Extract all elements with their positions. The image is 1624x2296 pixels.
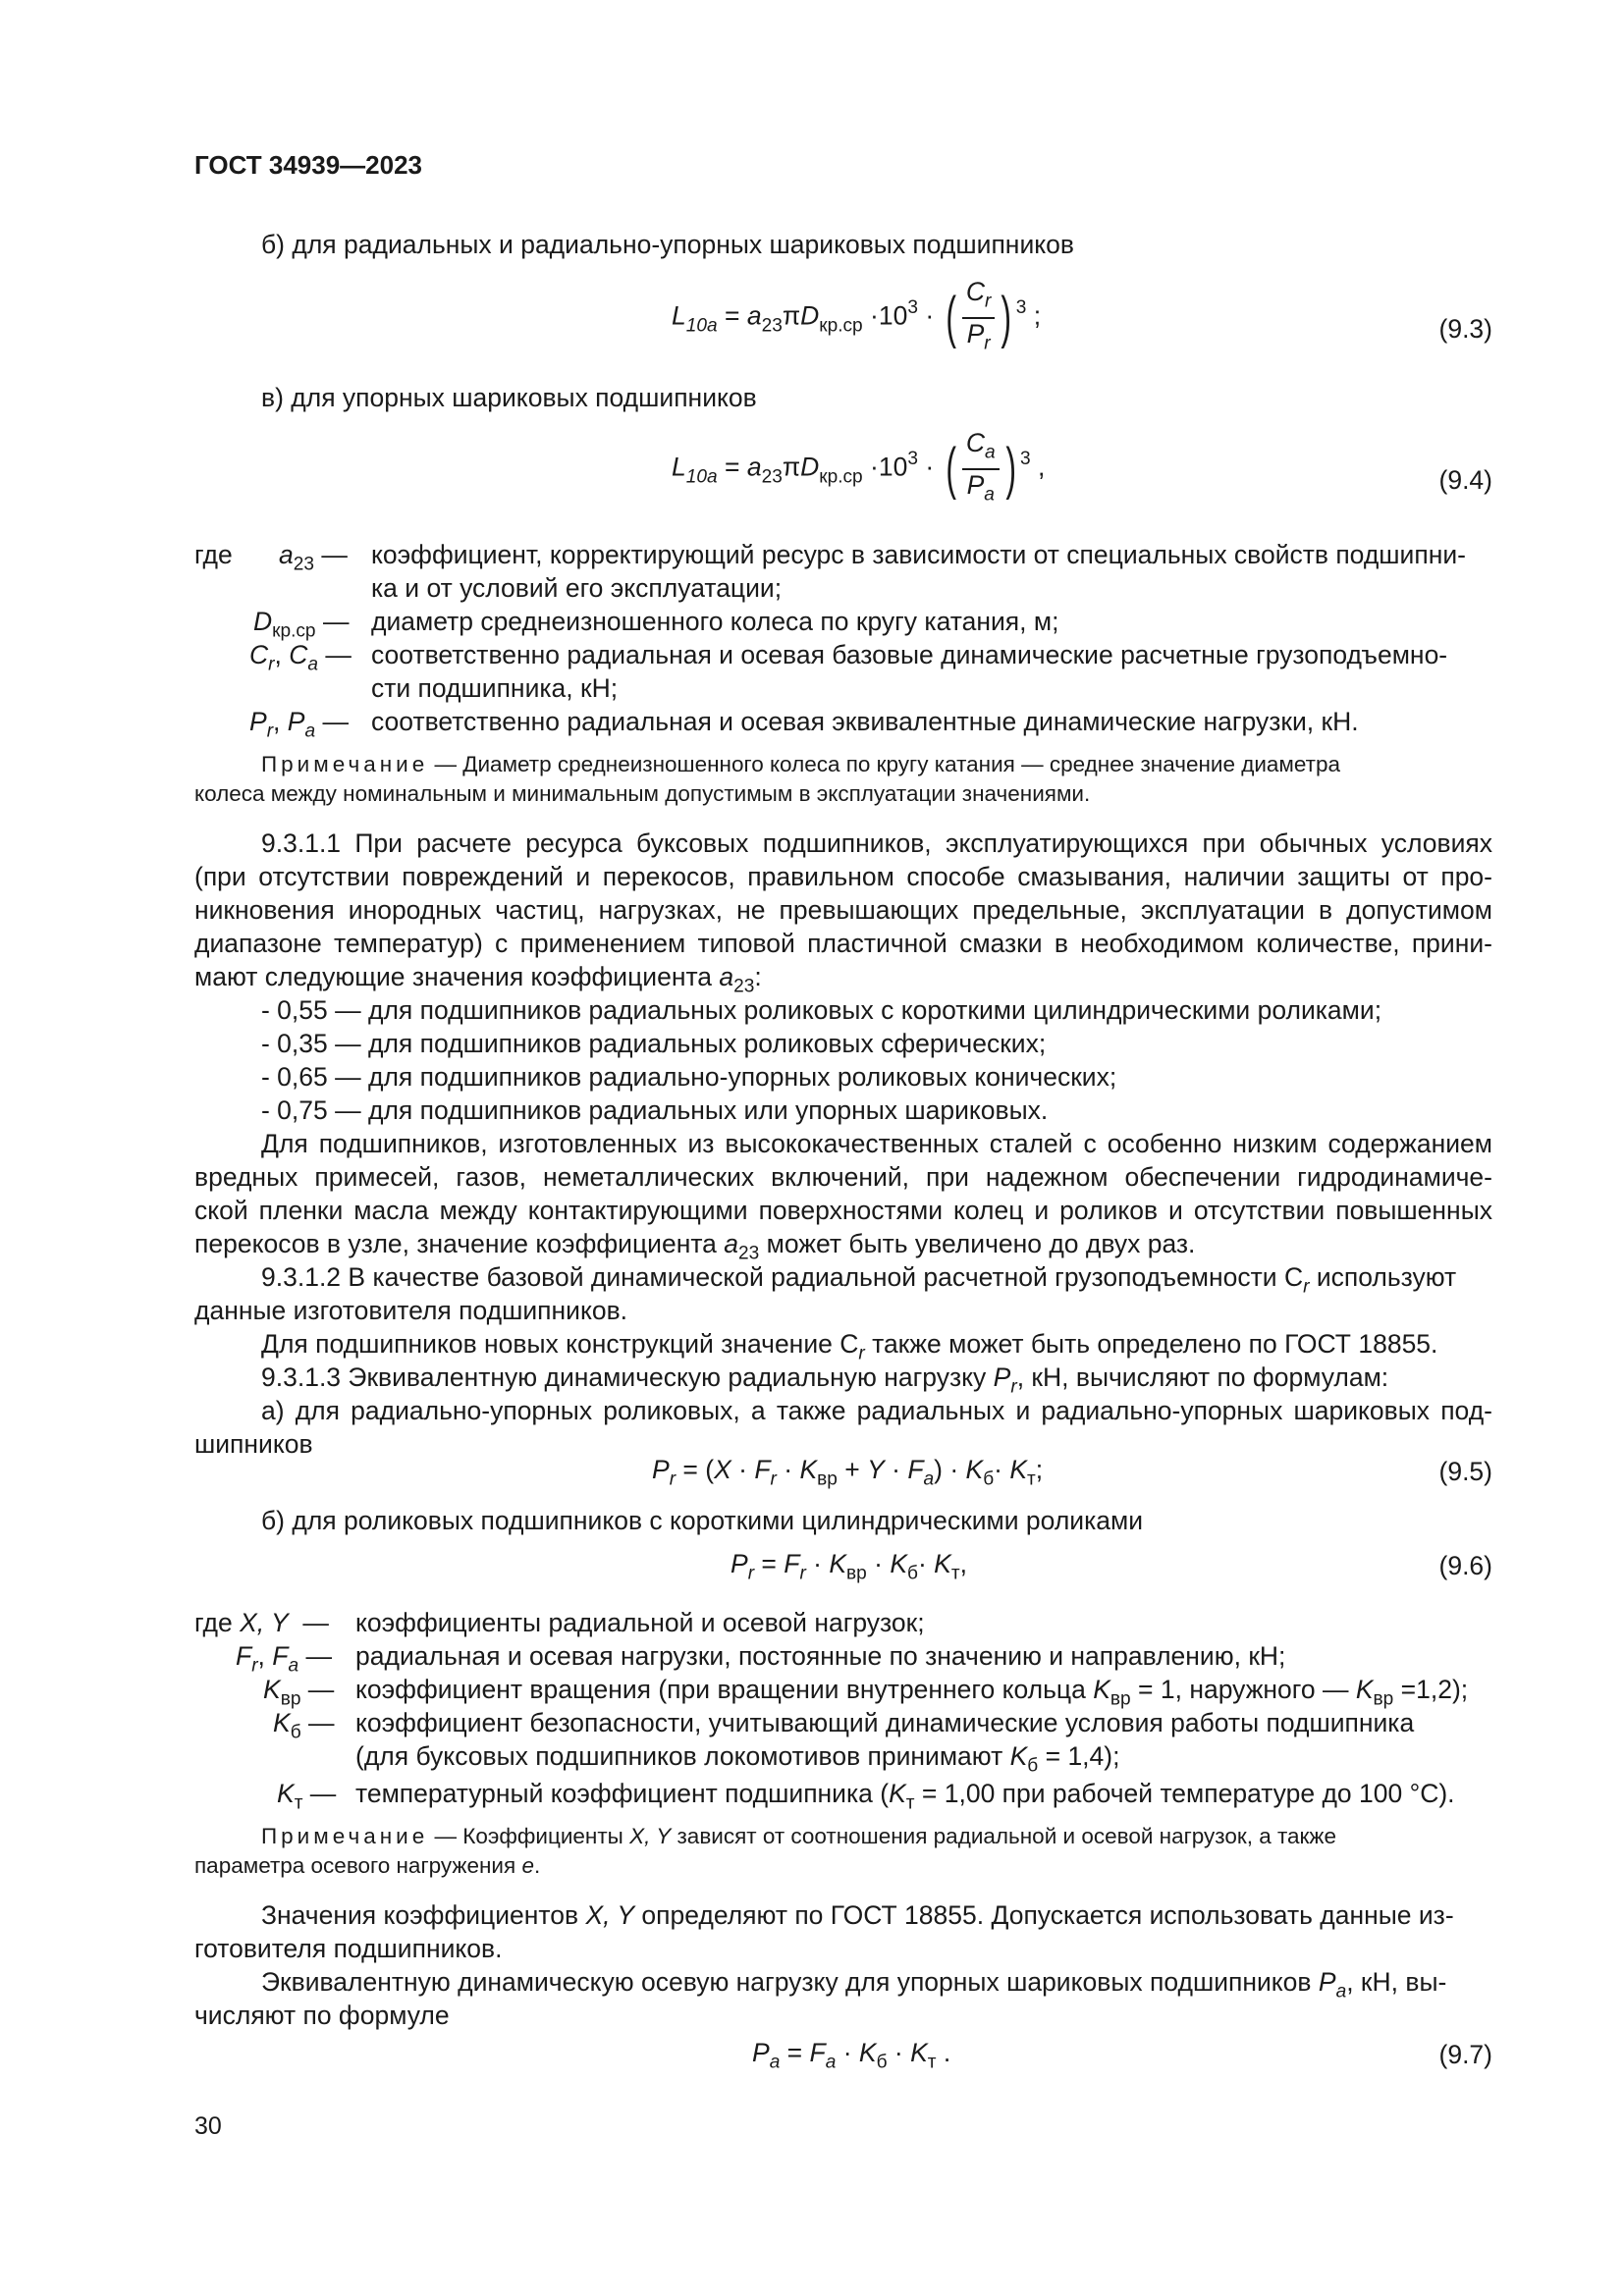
equation-9-5: $P_r = (X \cdot F_r \cdot K_{вр} + Y \cdot F_a) \cdot K_б\cdot K_т$;	[652, 1455, 1044, 1490]
def-xy: коэффициенты радиальной и осевой нагрузок;	[355, 1608, 925, 1637]
def-a23-line2: ка и от условий его эксплуатации;	[371, 573, 783, 603]
p9312-line1: 9.3.1.2 В качестве базовой динамической радиальной расчетной грузоподъемности $C_r$ используют	[261, 1262, 1457, 1298]
item-v-intro: в) для упорных шариковых подшипников	[261, 383, 757, 412]
def-f: радиальная и осевая нагрузки, постоянные по значению и направлению, кН;	[355, 1641, 1286, 1671]
symbol-a23: $a_{23}$ —	[279, 540, 348, 575]
p-axial-line2: числяют по формуле	[194, 2001, 450, 2030]
p-steels-line4: перекосов в узле, значение коэффициента $a_{23}$ может быть увеличено до двух раз.	[194, 1229, 1196, 1264]
p-steels-line3: ской пленки масла между контактирующими поверхностями колец и роликов и отсутствии повышенных	[194, 1196, 1492, 1225]
def-c-line2: сти подшипника, кН;	[371, 673, 619, 703]
where-label: где	[194, 540, 233, 569]
def-a23-line1: коэффициент, корректирующий ресурс в зависимости от специальных свойств подшипни-	[371, 540, 1466, 569]
p9313: 9.3.1.3 Эквивалентную динамическую радиальную нагрузку $P_r$, кН, вычисляют по формулам:	[261, 1362, 1389, 1398]
p-steels-line1: Для подшипников, изготовленных из высококачественных сталей с особенно низким содержанием	[261, 1129, 1492, 1158]
def-p: соответственно радиальная и осевая эквивалентные динамические нагрузки, кН.	[371, 707, 1359, 736]
def-kb-line1: коэффициент безопасности, учитывающий динамические условия работы подшипника	[355, 1708, 1415, 1737]
p-xy-line2: готовителя подшипников.	[194, 1934, 503, 1963]
page-header: ГОСТ 34939—2023	[194, 150, 422, 180]
item-a-line1: а) для радиально-упорных роликовых, а также радиальных и радиально-упорных шариковых под-	[261, 1396, 1492, 1425]
equation-number-9-7: (9.7)	[1438, 2040, 1492, 2069]
symbol-kb: $K_б$ —	[273, 1708, 335, 1743]
p-steels-line2: вредных примесей, газов, неметаллических включений, при надежном обеспечении гидродинамиче-	[194, 1162, 1492, 1192]
p9312-line2: данные изготовителя подшипников.	[194, 1296, 628, 1325]
p9311-line3: никновения инородных частиц, нагрузках, не превышающих предельные, эксплуатации в допустимом	[194, 895, 1492, 925]
symbol-pr-pa: $P_r$, $P_a$ —	[249, 707, 349, 742]
item-b-intro: б) для радиальных и радиально-упорных шариковых подшипников	[261, 230, 1074, 259]
def-c-line1: соответственно радиальная и осевая базовые динамические расчетные грузоподъемно-	[371, 640, 1448, 669]
equation-number-9-3: (9.3)	[1438, 314, 1492, 344]
p9311-line5: мают следующие значения коэффициента $a_{23}$:	[194, 962, 762, 997]
p9311-line2: (при отсутствии повреждений и перекосов, правильном способе смазывания, наличии защиты от про-	[194, 862, 1492, 891]
p-new-constructions: Для подшипников новых конструкций значение $C_r$ также может быть определено по ГОСТ 18855.	[261, 1329, 1438, 1364]
note-2-line1: Примечание — Коэффициенты X, Y зависят от соотношения радиальной и осевой нагрузок, а также	[261, 1824, 1336, 1848]
equation-9-4: $L_{10a} = a_{23}\pi D_{кр.ср} \cdot 10^3$ · ( $\frac{C_a}{P_a}$ ) $^3$ ,	[672, 428, 1046, 506]
equation-9-3: $L_{10a} = a_{23}\pi D_{кр.ср} \cdot 10^3$ · ( $\frac{C_r}{P_r}$ ) $^3$ ;	[672, 277, 1042, 354]
note-1-line1: Примечание — Диаметр среднеизношенного колеса по кругу катания — среднее значение диаметра	[261, 752, 1340, 776]
def-kb-line2: (для буксовых подшипников локомотивов принимают $K_б = 1,4$);	[355, 1741, 1120, 1777]
symbol-kt: $K_т$ —	[277, 1779, 337, 1814]
def-kt: температурный коэффициент подшипника ($K_т = 1,00$ при рабочей температуре до 100 °С).	[355, 1779, 1455, 1814]
p-axial-line1: Эквивалентную динамическую осевую нагрузку для упорных шариковых подшипников $P_a$, кН, вы-	[261, 1967, 1447, 2002]
symbol-d: $D_{кр.ср}$ —	[253, 607, 350, 642]
list-item: - 0,75 — для подшипников радиальных или упорных шариковых.	[261, 1095, 1049, 1125]
page-number: 30	[194, 2112, 222, 2140]
item-a-line2: шипников	[194, 1429, 313, 1459]
equation-number-9-5: (9.5)	[1438, 1457, 1492, 1486]
equation-number-9-4: (9.4)	[1438, 465, 1492, 495]
symbol-cr-ca: $C_r$, $C_a$ —	[249, 640, 352, 675]
symbol-kvr: $K_{вр}$ —	[263, 1675, 335, 1710]
p9311-line4: диапазоне температур) с применением типовой пластичной смазки в необходимом количестве, прини-	[194, 929, 1492, 958]
p9311-line1: 9.3.1.1 При расчете ресурса буксовых подшипников, эксплуатирующихся при обычных условиях	[261, 828, 1492, 858]
list-item: - 0,65 — для подшипников радиально-упорных роликовых конических;	[261, 1062, 1117, 1092]
equation-9-6: $P_r = F_r \cdot K_{вр} \cdot K_б\cdot K_т$,	[731, 1549, 967, 1584]
equation-number-9-6: (9.6)	[1438, 1551, 1492, 1580]
note-2-line2: параметра осевого нагружения e.	[194, 1853, 541, 1878]
where2-label: где X, Y —	[194, 1608, 329, 1637]
def-kvr: коэффициент вращения (при вращении внутреннего кольца $K_{вр} = 1$, наружного — $K_{вр} =1,2$);	[355, 1675, 1469, 1710]
p-xy-line1: Значения коэффициентов X, Y определяют по ГОСТ 18855. Допускается использовать данные из-	[261, 1900, 1454, 1930]
symbol-fr-fa: $F_r$, $F_a$ —	[236, 1641, 332, 1677]
note-1-line2: колеса между номинальным и минимальным допустимым в эксплуатации значениями.	[194, 781, 1091, 806]
equation-9-7: $P_a = F_a \cdot K_б \cdot K_т$ .	[752, 2038, 951, 2073]
list-item: - 0,55 — для подшипников радиальных роликовых с короткими цилиндрическими роликами;	[261, 995, 1382, 1025]
def-d: диаметр среднеизношенного колеса по кругу катания, м;	[371, 607, 1059, 636]
item-b-rollers: б) для роликовых подшипников с короткими цилиндрическими роликами	[261, 1506, 1144, 1535]
list-item: - 0,35 — для подшипников радиальных роликовых сферических;	[261, 1029, 1047, 1058]
